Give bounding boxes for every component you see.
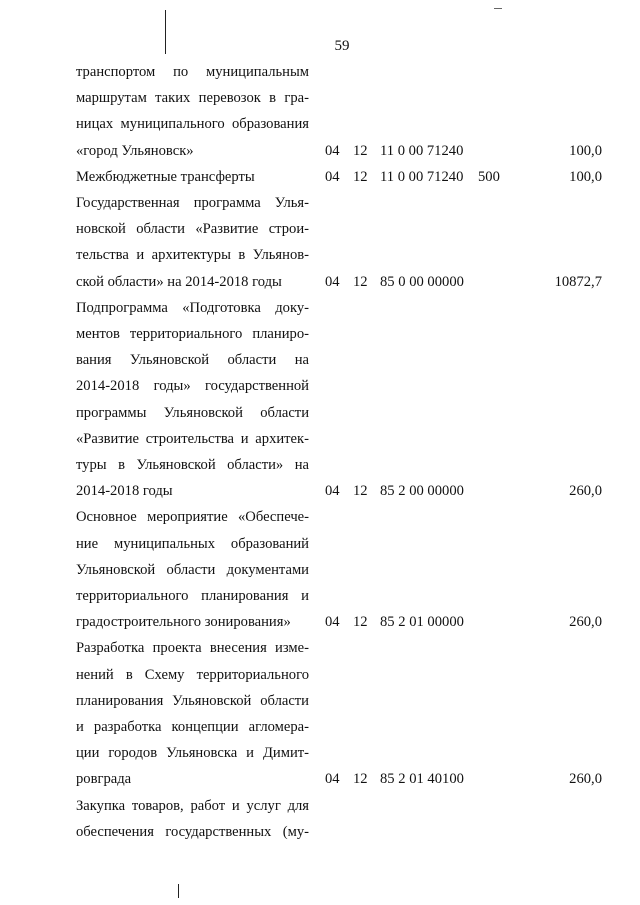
- scan-mark-top: [165, 10, 166, 54]
- row-csr-code: 11 0 00 71240: [380, 142, 464, 159]
- row-description-line: ментов территориального планиро-: [76, 326, 309, 342]
- row-csr-code: 85 2 01 00000: [380, 614, 464, 631]
- row-sum: 260,0: [569, 614, 602, 631]
- scan-mark-right: [494, 8, 502, 9]
- row-pr-code: 12: [353, 142, 368, 159]
- row-pr-code: 12: [353, 614, 368, 631]
- row-pr-code: 12: [353, 168, 368, 185]
- row-description-line: и разработка концепции агломера-: [76, 719, 309, 735]
- row-description-line: ской области» на 2014-2018 годы: [76, 273, 282, 290]
- row-description-line: обеспечения государственных (му-: [76, 823, 309, 840]
- row-description-line: новской области «Развитие строи-: [76, 221, 309, 238]
- row-rz-code: 04: [325, 168, 340, 185]
- row-csr-code: 85 2 01 40100: [380, 771, 464, 788]
- row-description-line: ции городов Ульяновска и Димит-: [76, 745, 309, 762]
- row-description-line: транспортом по муниципальным: [76, 64, 309, 80]
- row-description-line: Основное мероприятие «Обеспече-: [76, 509, 309, 526]
- row-description-line: маршрутам таких перевозок в гра-: [76, 90, 309, 107]
- row-description-line: вания Ульяновской области на: [76, 352, 309, 369]
- row-description-line: туры в Ульяновской области» на: [76, 457, 309, 473]
- row-description-line: Закупка товаров, работ и услуг для: [76, 797, 309, 814]
- row-csr-code: 11 0 00 71240: [380, 168, 464, 185]
- row-pr-code: 12: [353, 273, 368, 290]
- row-sum: 260,0: [569, 483, 602, 500]
- row-description-line: градостроительного зонирования»: [76, 614, 291, 631]
- row-description-line: Разработка проекта внесения изме-: [76, 640, 309, 657]
- row-description-line: ницах муниципального образования: [76, 116, 309, 133]
- row-description-line: 2014-2018 годы» государственной: [76, 378, 309, 395]
- row-description-line: 2014-2018 годы: [76, 483, 173, 500]
- row-rz-code: 04: [325, 614, 340, 631]
- row-sum: 260,0: [569, 771, 602, 788]
- row-description-line: нений в Схему территориального: [76, 666, 309, 683]
- row-rz-code: 04: [325, 142, 340, 159]
- row-description-line: Ульяновской области документами: [76, 561, 309, 578]
- row-rz-code: 04: [325, 771, 340, 788]
- row-vr-code: 500: [478, 168, 500, 185]
- row-csr-code: 85 0 00 00000: [380, 273, 464, 290]
- row-description-line: Подпрограмма «Подготовка доку-: [76, 299, 309, 316]
- row-description-line: Межбюджетные трансферты: [76, 168, 255, 185]
- row-description-line: тельства и архитектуры в Ульянов-: [76, 247, 309, 264]
- row-csr-code: 85 2 00 00000: [380, 483, 464, 500]
- row-description-line: планирования Ульяновской области: [76, 692, 309, 709]
- page-number: 59: [334, 38, 350, 54]
- scan-mark-bottom: [178, 884, 179, 898]
- row-pr-code: 12: [353, 771, 368, 788]
- row-description-line: территориального планирования и: [76, 588, 309, 604]
- row-sum: 100,0: [569, 142, 602, 159]
- row-description-line: ние муниципальных образований: [76, 535, 309, 552]
- row-description-line: «город Ульяновск»: [76, 142, 194, 159]
- row-sum: 10872,7: [554, 273, 602, 290]
- row-rz-code: 04: [325, 483, 340, 500]
- row-description-line: «Развитие строительства и архитек-: [76, 430, 309, 447]
- row-description-line: ровграда: [76, 771, 132, 788]
- row-sum: 100,0: [569, 168, 602, 185]
- row-pr-code: 12: [353, 483, 368, 500]
- row-rz-code: 04: [325, 273, 340, 290]
- row-description-line: Государственная программа Улья-: [76, 195, 309, 211]
- row-description-line: программы Ульяновской области: [76, 404, 309, 421]
